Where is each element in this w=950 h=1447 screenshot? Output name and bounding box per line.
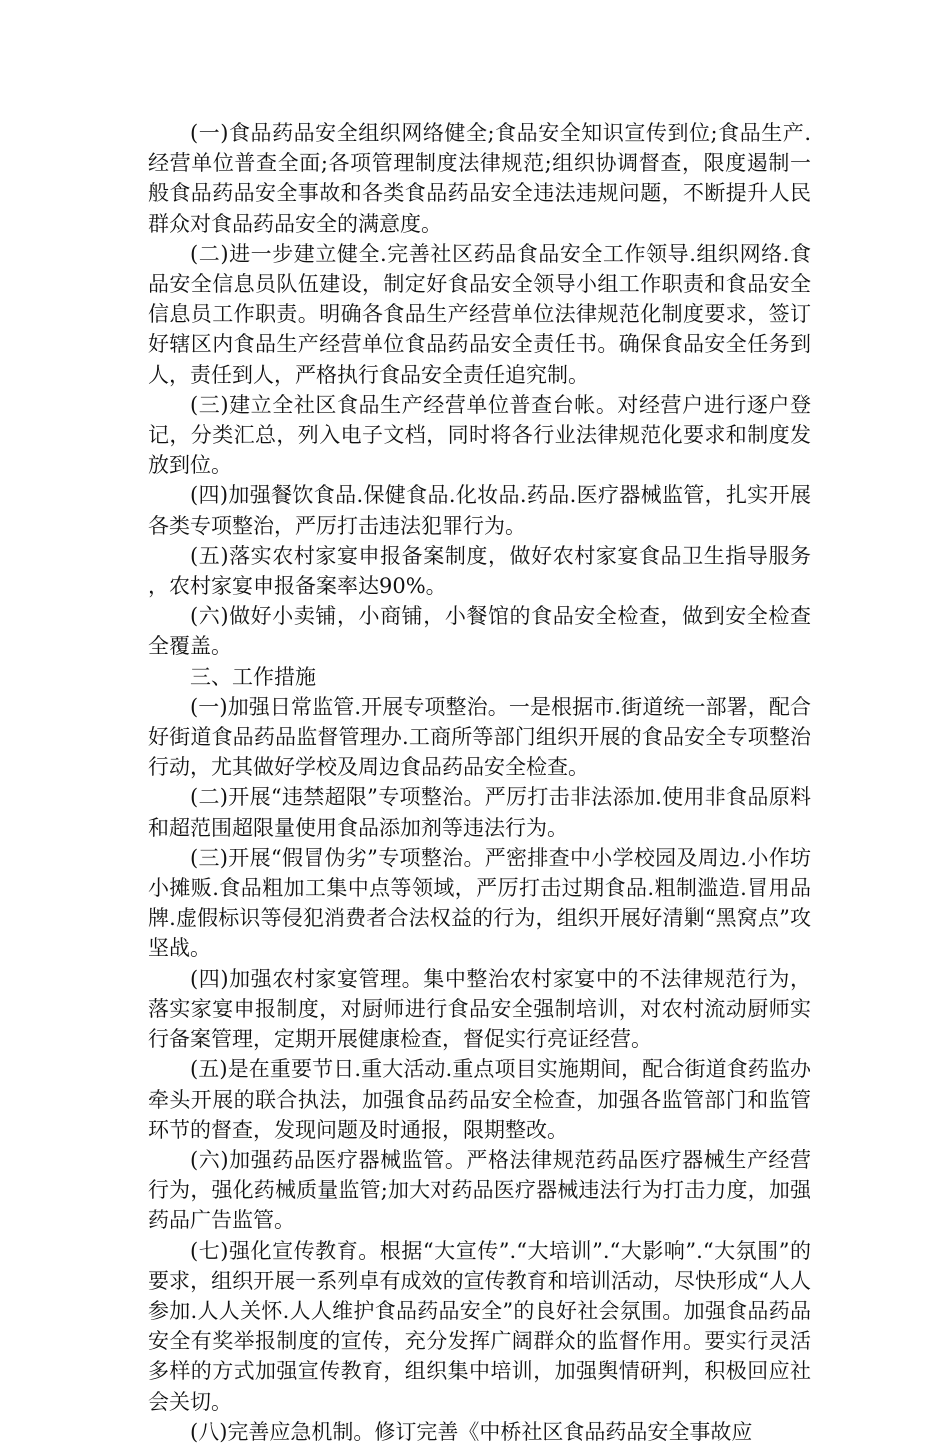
paragraph-measure-4: (四)加强农村家宴管理。集中整治农村家宴中的不法律规范行为，落实家宴申报制度，对厨师进行食品安全强制培训，对农村流动厨师实行备案管理，定期开展健康检查，督促实行亮证经营。 <box>148 966 811 1052</box>
paragraph-measure-7: (七)强化宣传教育。根据“大宣传”.“大培训”.“大影响”.“大氛围”的要求，组织开展一系列卓有成效的宣传教育和培训活动，尽快形成“人人参加.人人关怀.人人维护食品药品安全”的良好社会氛围。加强食品药品安全有奖举报制度的宣传，充分发挥广阔群众的监督作用。要实行灵活多样的方式加强宣传教育，组织集中培训，加强舆情研判，积极回应社会关切。 <box>148 1238 811 1414</box>
section-heading-measures: 三、工作措施 <box>190 664 316 689</box>
paragraph-goal-1: (一)食品药品安全组织网络健全;食品安全知识宣传到位;食品生产.经营单位普查全面;各项管理制度法律规范;组织协调督查，限度遏制一般食品药品安全事故和各类食品药品安全违法违规问题，不断提升人民群众对食品药品安全的满意度。 <box>148 121 811 236</box>
paragraph-measure-6: (六)加强药品医疗器械监管。严格法律规范药品医疗器械生产经营行为，强化药械质量监管;加大对药品医疗器械违法行为打击力度，加强药品广告监管。 <box>148 1147 811 1233</box>
paragraph-goal-3: (三)建立全社区食品生产经营单位普查台帐。对经营户进行逐户登记，分类汇总，列入电子文档，同时将各行业法律规范化要求和制度发放到位。 <box>148 392 811 478</box>
document-body <box>148 118 811 1447</box>
paragraph-measure-3: (三)开展“假冒伪劣”专项整治。严密排查中小学校园及周边.小作坊小摊贩.食品粗加工集中点等领域，严厉打击过期食品.粗制滥造.冒用品牌.虚假标识等侵犯消费者合法权益的行为，组织开展好清剿“黑窝点”攻坚战。 <box>148 845 811 961</box>
paragraph-measure-5: (五)是在重要节日.重大活动.重点项目实施期间，配合街道食药监办牵头开展的联合执法，加强食品药品安全检查，加强各监管部门和监管环节的督查，发现问题及时通报，限期整改。 <box>148 1057 811 1142</box>
paragraph-measure-8: (八)完善应急机制。修订完善《中桥社区食品药品安全事故应 <box>190 1419 753 1444</box>
paragraph-measure-1: (一)加强日常监管.开展专项整治。一是根据市.街道统一部署，配合好街道食品药品监督管理办.工商所等部门组织开展的食品安全专项整治行动，尤其做好学校及周边食品药品安全检查。 <box>148 694 811 780</box>
paragraph-goal-4: (四)加强餐饮食品.保健食品.化妆品.药品.医疗器械监管，扎实开展各类专项整治，严厉打击违法犯罪行为。 <box>148 483 811 538</box>
paragraph-goal-2: (二)进一步建立健全.完善社区药品食品安全工作领导.组织网络.食品安全信息员队伍建设，制定好食品安全领导小组工作职责和食品安全信息员工作职责。明确各食品生产经营单位法律规范化制度要求，签订好辖区内食品生产经营单位食品药品安全责任书。确保食品安全任务到人，责任到人，严格执行食品安全责任追究制。 <box>148 241 811 387</box>
paragraph-measure-2: (二)开展“违禁超限”专项整治。严厉打击非法添加.使用非食品原料和超范围超限量使用食品添加剂等违法行为。 <box>148 785 811 840</box>
paragraph-goal-6: (六)做好小卖铺，小商铺，小餐馆的食品安全检查，做到安全检查全覆盖。 <box>148 604 811 659</box>
paragraph-goal-5: (五)落实农村家宴申报备案制度，做好农村家宴食品卫生指导服务，农村家宴申报备案率达90%。 <box>148 543 811 599</box>
